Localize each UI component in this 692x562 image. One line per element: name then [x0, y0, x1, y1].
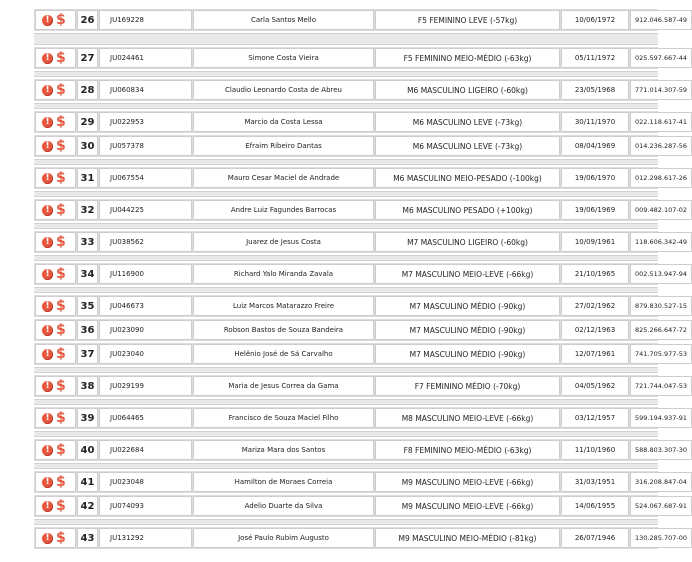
birth-date: 27/02/1962 [561, 296, 629, 316]
dollar-icon[interactable]: $ [56, 474, 66, 490]
birth-date: 02/12/1963 [561, 320, 629, 340]
row-actions [35, 320, 76, 340]
athlete-code: JU038562 [99, 232, 192, 252]
table-row [34, 375, 687, 397]
dollar-icon[interactable]: $ [56, 114, 66, 130]
athlete-cpf: 879.830.527-15 [630, 296, 692, 316]
athlete-name: Adelio Duarte da Silva [193, 496, 374, 516]
dollar-icon[interactable]: $ [56, 170, 66, 186]
dollar-icon[interactable]: $ [56, 82, 66, 98]
row-actions [35, 376, 76, 396]
dollar-icon[interactable]: $ [56, 298, 66, 314]
alert-icon[interactable]: ! [42, 301, 53, 312]
alert-icon[interactable]: ! [42, 325, 53, 336]
athlete-cpf: 771.014.307-59 [630, 80, 692, 100]
athlete-cpf: 524.067.687-91 [630, 496, 692, 516]
athlete-category: M9 MASCULINO MEIO-LEVE (-66kg) [375, 472, 560, 492]
athlete-category: M6 MASCULINO PESADO (+100kg) [375, 200, 560, 220]
row-actions [35, 528, 76, 548]
row-actions [35, 80, 76, 100]
athlete-code: JU022953 [99, 112, 192, 132]
row-separator [34, 255, 658, 261]
athlete-name: Helênio José de Sá Carvalho [193, 344, 374, 364]
athlete-name: Efraim Ribeiro Dantas [193, 136, 374, 156]
birth-date: 14/06/1955 [561, 496, 629, 516]
athlete-cpf: 022.118.617-41 [630, 112, 692, 132]
athlete-code: JU023048 [99, 472, 192, 492]
birth-date: 10/06/1972 [561, 10, 629, 30]
alert-icon[interactable]: ! [42, 381, 53, 392]
athlete-cpf: 741.705.977-53 [630, 344, 692, 364]
athlete-category: F5 FEMININO LEVE (-57kg) [375, 10, 560, 30]
row-actions [35, 408, 76, 428]
athlete-code: JU131292 [99, 528, 192, 548]
row-number: 33 [77, 232, 98, 252]
athlete-cpf: 025.597.667-44 [630, 48, 692, 68]
row-separator [34, 159, 658, 165]
athlete-name: Luiz Marcos Matarazzo Freire [193, 296, 374, 316]
row-number: 32 [77, 200, 98, 220]
row-number: 31 [77, 168, 98, 188]
table-row [34, 135, 687, 157]
alert-icon[interactable]: ! [42, 85, 53, 96]
athlete-code: JU064465 [99, 408, 192, 428]
dollar-icon[interactable]: $ [56, 498, 66, 514]
row-separator [34, 431, 658, 437]
row-number: 36 [77, 320, 98, 340]
athlete-code: JU044225 [99, 200, 192, 220]
alert-icon[interactable]: ! [42, 445, 53, 456]
birth-date: 19/06/1970 [561, 168, 629, 188]
row-actions [35, 112, 76, 132]
athlete-name: Hamilton de Moraes Correia [193, 472, 374, 492]
athlete-code: JU067554 [99, 168, 192, 188]
athlete-code: JU169228 [99, 10, 192, 30]
row-separator [34, 399, 658, 405]
birth-date: 19/06/1969 [561, 200, 629, 220]
athlete-name: Francisco de Souza Maciel Filho [193, 408, 374, 428]
row-actions [35, 136, 76, 156]
dollar-icon[interactable]: $ [56, 12, 66, 28]
table-row [34, 471, 687, 493]
dollar-icon[interactable]: $ [56, 266, 66, 282]
birth-date: 08/04/1969 [561, 136, 629, 156]
row-separator [34, 367, 658, 373]
row-number: 27 [77, 48, 98, 68]
table-row [34, 9, 687, 31]
row-actions [35, 496, 76, 516]
athlete-cpf: 825.266.647-72 [630, 320, 692, 340]
athlete-category: M6 MASCULINO LEVE (-73kg) [375, 112, 560, 132]
alert-icon[interactable]: ! [42, 413, 53, 424]
athlete-category: M7 MASCULINO MEIO-LEVE (-66kg) [375, 264, 560, 284]
athlete-cpf: 130.285.707-00 [630, 528, 692, 548]
athlete-category: F7 FEMININO MÉDIO (-70kg) [375, 376, 560, 396]
dollar-icon[interactable]: $ [56, 346, 66, 362]
dollar-icon[interactable]: $ [56, 202, 66, 218]
row-separator [34, 191, 658, 197]
athlete-name: Carla Santos Mello [193, 10, 374, 30]
athlete-code: JU057378 [99, 136, 192, 156]
birth-date: 21/10/1965 [561, 264, 629, 284]
athlete-category: M9 MASCULINO MEIO-LEVE (-66kg) [375, 496, 560, 516]
row-actions [35, 48, 76, 68]
table-row [34, 167, 687, 189]
athlete-name: Mariza Mara dos Santos [193, 440, 374, 460]
alert-icon[interactable]: ! [42, 237, 53, 248]
table-row [34, 295, 687, 317]
row-separator [34, 223, 658, 229]
alert-icon[interactable]: ! [42, 349, 53, 360]
alert-icon[interactable]: ! [42, 173, 53, 184]
row-actions [35, 296, 76, 316]
athlete-category: M8 MASCULINO MEIO-LEVE (-66kg) [375, 408, 560, 428]
row-separator [34, 71, 658, 77]
row-actions [35, 440, 76, 460]
row-number: 43 [77, 528, 98, 548]
athlete-cpf: 599.194.937-91 [630, 408, 692, 428]
alert-icon[interactable]: ! [42, 269, 53, 280]
row-number: 34 [77, 264, 98, 284]
alert-icon[interactable]: ! [42, 15, 53, 26]
athlete-name: Maria de Jesus Correa da Gama [193, 376, 374, 396]
row-separator [34, 33, 658, 45]
athlete-cpf: 118.606.342-49 [630, 232, 692, 252]
athlete-category: M7 MASCULINO MÉDIO (-90kg) [375, 320, 560, 340]
alert-icon[interactable]: ! [42, 141, 53, 152]
birth-date: 23/05/1968 [561, 80, 629, 100]
birth-date: 26/07/1946 [561, 528, 629, 548]
row-separator [34, 287, 658, 293]
row-actions [35, 264, 76, 284]
athlete-name: Mauro Cesar Maciel de Andrade [193, 168, 374, 188]
row-number: 28 [77, 80, 98, 100]
athlete-cpf: 588.803.307-30 [630, 440, 692, 460]
row-number: 37 [77, 344, 98, 364]
table-row [34, 263, 687, 285]
dollar-icon[interactable]: $ [56, 50, 66, 66]
row-separator [34, 103, 658, 109]
athlete-name: Robson Bastos de Souza Bandeira [193, 320, 374, 340]
row-number: 29 [77, 112, 98, 132]
birth-date: 04/05/1962 [561, 376, 629, 396]
athlete-code: JU023040 [99, 344, 192, 364]
birth-date: 12/07/1961 [561, 344, 629, 364]
birth-date: 11/10/1960 [561, 440, 629, 460]
birth-date: 30/11/1970 [561, 112, 629, 132]
athlete-cpf: 002.513.947-94 [630, 264, 692, 284]
athlete-code: JU074093 [99, 496, 192, 516]
table-row [34, 231, 687, 253]
row-actions [35, 200, 76, 220]
alert-icon[interactable]: ! [42, 205, 53, 216]
athlete-code: JU060834 [99, 80, 192, 100]
table-row [34, 439, 687, 461]
athlete-category: M6 MASCULINO MEIO-PESADO (-100kg) [375, 168, 560, 188]
athlete-name: Richard Yalo Miranda Zavala [193, 264, 374, 284]
row-number: 41 [77, 472, 98, 492]
row-number: 40 [77, 440, 98, 460]
athlete-name: José Paulo Rubim Augusto [193, 528, 374, 548]
row-actions [35, 168, 76, 188]
athlete-name: Claudio Leonardo Costa de Abreu [193, 80, 374, 100]
alert-icon[interactable]: ! [42, 501, 53, 512]
athlete-cpf: 009.482.107-02 [630, 200, 692, 220]
table-row [34, 47, 687, 69]
dollar-icon[interactable]: $ [56, 442, 66, 458]
row-number: 42 [77, 496, 98, 516]
table-row [34, 111, 687, 133]
alert-icon[interactable]: ! [42, 477, 53, 488]
row-number: 38 [77, 376, 98, 396]
birth-date: 31/03/1951 [561, 472, 629, 492]
table-row [34, 407, 687, 429]
athlete-name: Andre Luiz Fagundes Barrocas [193, 200, 374, 220]
athlete-code: JU023090 [99, 320, 192, 340]
alert-icon[interactable]: ! [42, 533, 53, 544]
table-row [34, 527, 687, 549]
athlete-category: F8 FEMININO MEIO-MÉDIO (-63kg) [375, 440, 560, 460]
table-row [34, 319, 687, 341]
athlete-name: Juarez de Jesus Costa [193, 232, 374, 252]
athlete-category: M6 MASCULINO LIGEIRO (-60kg) [375, 80, 560, 100]
row-separator [34, 463, 658, 469]
athlete-code: JU046673 [99, 296, 192, 316]
table-row [34, 495, 687, 517]
athlete-code: JU022684 [99, 440, 192, 460]
athlete-category: M9 MASCULINO MEIO-MÉDIO (-81kg) [375, 528, 560, 548]
athlete-code: JU024461 [99, 48, 192, 68]
athlete-category: F5 FEMININO MEIO-MÉDIO (-63kg) [375, 48, 560, 68]
row-actions [35, 10, 76, 30]
birth-date: 10/09/1961 [561, 232, 629, 252]
athlete-name: Simone Costa Vieira [193, 48, 374, 68]
alert-icon[interactable]: ! [42, 117, 53, 128]
athlete-cpf: 014.236.287-56 [630, 136, 692, 156]
alert-icon[interactable]: ! [42, 53, 53, 64]
athlete-cpf: 012.298.617-26 [630, 168, 692, 188]
dollar-icon[interactable]: $ [56, 378, 66, 394]
table-row [34, 199, 687, 221]
athlete-category: M7 MASCULINO MÉDIO (-90kg) [375, 344, 560, 364]
row-number: 30 [77, 136, 98, 156]
athlete-code: JU116900 [99, 264, 192, 284]
row-number: 26 [77, 10, 98, 30]
dollar-icon[interactable]: $ [56, 234, 66, 250]
row-separator [34, 519, 658, 525]
table-row [34, 343, 687, 365]
athlete-cpf: 721.744.047-53 [630, 376, 692, 396]
athlete-code: JU029199 [99, 376, 192, 396]
birth-date: 03/12/1957 [561, 408, 629, 428]
dollar-icon[interactable]: $ [56, 138, 66, 154]
dollar-icon[interactable]: $ [56, 410, 66, 426]
athlete-cpf: 912.046.587-49 [630, 10, 692, 30]
row-actions [35, 344, 76, 364]
athlete-category: M7 MASCULINO MÉDIO (-90kg) [375, 296, 560, 316]
row-actions [35, 232, 76, 252]
athlete-category: M7 MASCULINO LIGEIRO (-60kg) [375, 232, 560, 252]
row-actions [35, 472, 76, 492]
table-row [34, 79, 687, 101]
row-number: 39 [77, 408, 98, 428]
row-number: 35 [77, 296, 98, 316]
athlete-name: Marcio da Costa Lessa [193, 112, 374, 132]
athlete-cpf: 316.208.847-04 [630, 472, 692, 492]
dollar-icon[interactable]: $ [56, 530, 66, 546]
dollar-icon[interactable]: $ [56, 322, 66, 338]
athlete-category: M6 MASCULINO LEVE (-73kg) [375, 136, 560, 156]
birth-date: 05/11/1972 [561, 48, 629, 68]
